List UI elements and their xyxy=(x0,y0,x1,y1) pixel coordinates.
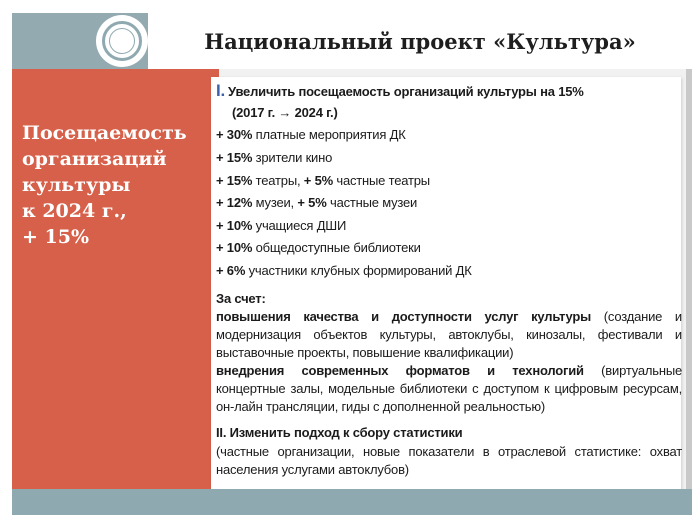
item-percent: + 10% xyxy=(216,240,253,255)
section2-text: (частные организации, новые показатели в отраслевой статистике: охват населения услугами автоклубов) xyxy=(216,444,682,477)
paragraph-text: (виртуальные концертные залы, модельные библиотеки с доступом к цифровым ресурсам, он-лайн трансляции, гиды с дополненной реальностью) xyxy=(216,363,683,414)
item-percent-secondary: + 5% xyxy=(297,195,327,210)
section1-period: (2017 г. → 2024 г.) xyxy=(232,105,338,120)
item-text: платные мероприятия ДК xyxy=(252,127,406,142)
item-percent-secondary: + 5% xyxy=(303,173,333,188)
slide-title: Национальный проект «Культура» xyxy=(204,28,636,54)
item-text-secondary: частные театры xyxy=(332,173,430,188)
right-panel-edge xyxy=(686,69,692,489)
list-item xyxy=(216,262,472,280)
list-item xyxy=(216,194,417,212)
list-item xyxy=(216,217,346,235)
section2-heading: II. Изменить подход к сбору статистики xyxy=(216,425,463,440)
item-percent: + 6% xyxy=(216,263,246,278)
za-schet-paragraph-2 xyxy=(216,362,682,416)
circle-badge-center xyxy=(109,28,135,54)
section1-numeral: I. xyxy=(216,81,226,100)
item-percent: + 15% xyxy=(216,173,253,188)
paragraph-text: (создание и модернизация объектов культуры, автоклубы, кинозалы, фестивали и выставочные проекты, повышение квалификации) xyxy=(216,309,682,360)
bottom-band xyxy=(12,489,692,515)
item-text: учащиеся ДШИ xyxy=(252,218,347,233)
left-panel-line: к 2024 г., xyxy=(22,200,127,222)
item-text: театры, xyxy=(252,173,304,188)
za-schet-paragraph-1 xyxy=(216,308,682,362)
paragraph-bold: внедрения современных форматов и технологий xyxy=(216,363,584,378)
list-item xyxy=(216,239,421,257)
left-panel-line: организаций xyxy=(22,148,167,170)
paragraph-bold: повышения качества и доступности услуг культуры xyxy=(216,309,591,324)
list-item xyxy=(216,126,406,144)
section1-heading-text: Увеличить посещаемость организаций культуры на 15% xyxy=(228,84,584,99)
za-schet-heading: За счет: xyxy=(216,291,266,306)
left-panel-line: + 15% xyxy=(22,226,90,248)
item-percent: + 10% xyxy=(216,218,253,233)
list-item xyxy=(216,149,332,167)
item-text: общедоступные библиотеки xyxy=(252,240,421,255)
list-item xyxy=(216,172,430,190)
left-panel-line: Посещаемость xyxy=(22,122,187,144)
left-panel-line: культуры xyxy=(22,174,131,196)
item-text: музеи, xyxy=(252,195,298,210)
section1-heading xyxy=(216,82,584,101)
item-text-secondary: частные музеи xyxy=(326,195,418,210)
item-percent: + 15% xyxy=(216,150,253,165)
item-text: зрители кино xyxy=(252,150,333,165)
item-percent: + 30% xyxy=(216,127,253,142)
left-panel-text xyxy=(22,120,212,250)
item-percent: + 12% xyxy=(216,195,253,210)
item-text: участники клубных формирований ДК xyxy=(245,263,472,278)
